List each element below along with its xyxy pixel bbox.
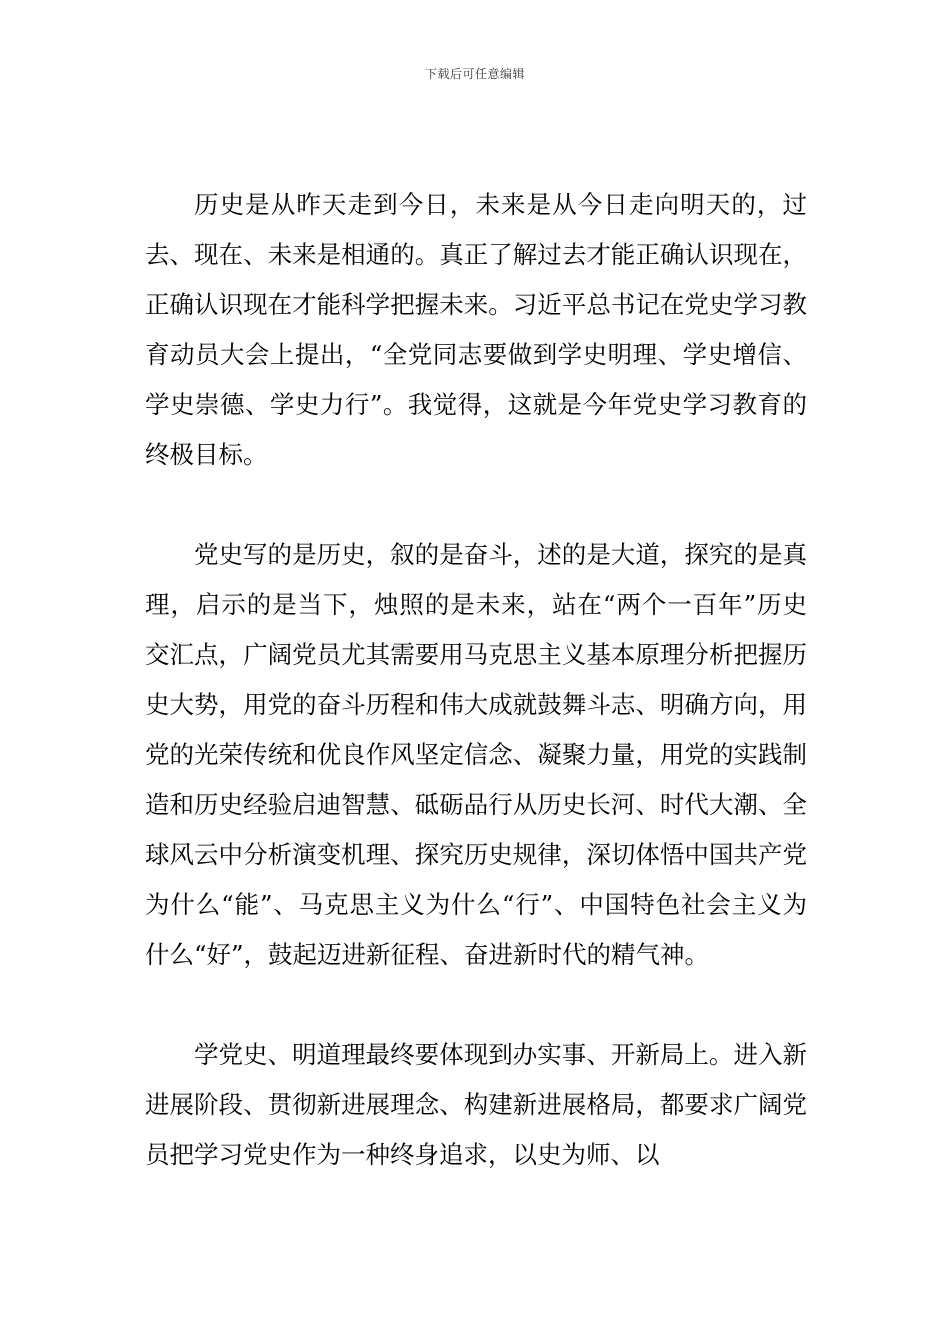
paragraph-3: 学党史、明道理最终要体现到办实事、开新局上。进入新进展阶段、贯彻新进展理念、构建新进展格局，都要求广阔党员把学习党史作为一种终身追求，以史为师、以	[145, 1040, 807, 1169]
paragraph-2: 党史写的是历史，叙的是奋斗，述的是大道，探究的是真理，启示的是当下，烛照的是未来，站在“两个一百年”历史交汇点，广阔党员尤其需要用马克思主义基本原理分析把握历史大势，用党的奋斗历程和伟大成就鼓舞斗志、明确方向，用党的光荣传统和优良作风坚定信念、凝聚力量，用党的实践制造和历史经验启迪智慧、砥砺品行从历史长河、时代大潮、全球风云中分析演变机理、探究历史规律，深切体悟中国共产党为什么“能”、马克思主义为什么“行”、中国特色社会主义为什么“好”，鼓起迈进新征程、奋进新时代的精气神。	[145, 540, 807, 969]
document-body	[145, 180, 807, 1180]
header-note: 下载后可任意编辑	[424, 67, 525, 81]
paragraph-1: 历史是从昨天走到今日，未来是从今日走向明天的，过去、现在、未来是相通的。真正了解过去才能正确认识现在，正确认识现在才能科学把握未来。习近平总书记在党史学习教育动员大会上提出，“全党同志要做到学史明理、学史增信、学史崇德、学史力行”。我觉得，这就是今年党史学习教育的终极目标。	[145, 190, 807, 469]
